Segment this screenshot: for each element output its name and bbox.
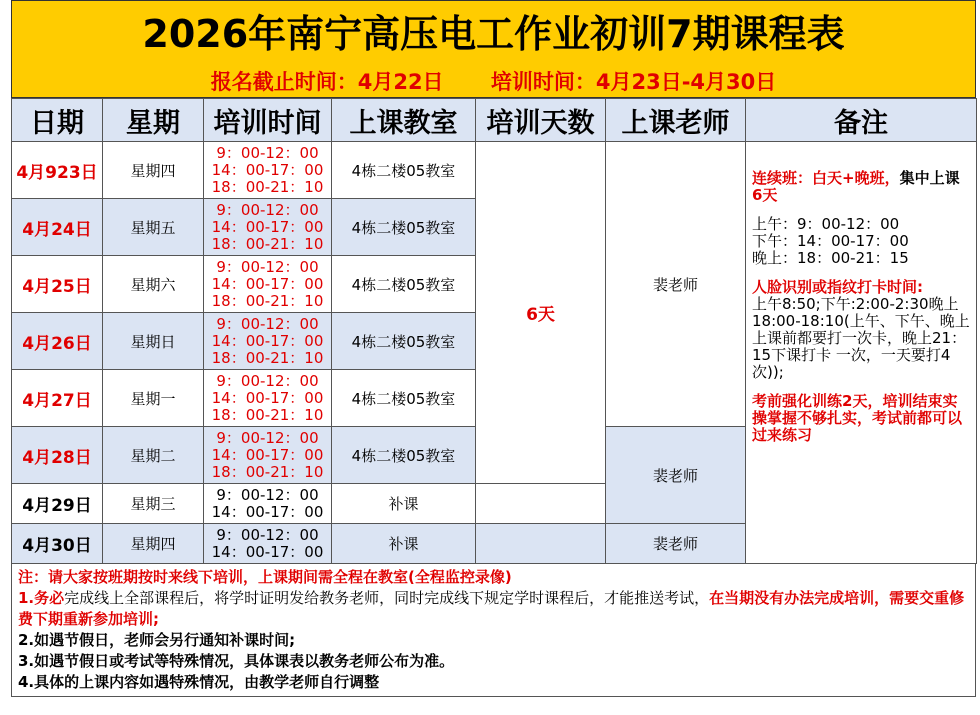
- note-main: 注：请大家按班期按时来线下培训，上课期间需全程在教室(全程监控录像): [18, 568, 512, 586]
- room-cell: 补课: [332, 524, 476, 564]
- remark-days: 6天: [752, 186, 778, 204]
- time-morning: 9：00-12：00: [216, 143, 319, 162]
- weekday-cell: 星期日: [103, 313, 204, 370]
- time-afternoon: 14：00-17：00: [211, 160, 324, 179]
- time-evening: 18：00-21：10: [211, 177, 324, 196]
- time-morning: 9：00-12：00: [216, 257, 319, 276]
- time-afternoon: 14：00-17：00: [211, 542, 324, 561]
- time-morning: 9：00-12：00: [216, 485, 319, 504]
- teacher-cell: 裴老师: [606, 524, 746, 564]
- header-time: 培训时间: [204, 99, 332, 142]
- remark-exam-practice: 考前强化训练2天，培训结束实操掌握不够扎实，考试前都可以过来练习: [752, 392, 963, 444]
- date-cell: 4月923日: [12, 142, 103, 199]
- training-period: 培训时间：4月23日-4月30日: [490, 70, 777, 94]
- room-cell: 4栋二楼05教室: [332, 370, 476, 427]
- header-teacher: 上课老师: [606, 99, 746, 142]
- table-header-row: [12, 99, 977, 142]
- time-evening: 18：00-21：10: [211, 462, 324, 481]
- time-cell: [204, 199, 332, 256]
- time-cell: [204, 370, 332, 427]
- schedule-table: [11, 98, 977, 564]
- room-cell: 4栋二楼05教室: [332, 142, 476, 199]
- date-cell: 4月27日: [12, 370, 103, 427]
- remark-checkin-body: 上午8:50;下午:2:00-2:30晚上18:00-18:10(上午、下午、晚上上课前都要打一次卡，晚上21：15下课打卡 一次，一天要打4次));: [752, 295, 970, 381]
- date-cell: 4月29日: [12, 484, 103, 524]
- empty-cell: [476, 484, 606, 524]
- time-evening: 18：00-21：10: [211, 405, 324, 424]
- time-cell: [204, 313, 332, 370]
- room-cell: 4栋二楼05教室: [332, 313, 476, 370]
- training-days-cell: 6天: [476, 142, 606, 484]
- remark-afternoon: 下午：14：00-17：00: [752, 232, 909, 250]
- empty-cell: [476, 524, 606, 564]
- date-cell: 4月24日: [12, 199, 103, 256]
- room-cell: 4栋二楼05教室: [332, 256, 476, 313]
- header-remarks: 备注: [746, 99, 977, 142]
- weekday-cell: 星期二: [103, 427, 204, 484]
- remark-morning: 上午：9：00-12：00: [752, 215, 900, 233]
- time-afternoon: 14：00-17：00: [211, 217, 324, 236]
- weekday-cell: 星期四: [103, 142, 204, 199]
- time-morning: 9：00-12：00: [216, 371, 319, 390]
- subtitle: [11, 67, 976, 98]
- note-3: 3.如遇节假日或考试等特殊情况，具体课表以教务老师公布为准。: [18, 652, 455, 670]
- weekday-cell: 星期一: [103, 370, 204, 427]
- weekday-cell: 星期六: [103, 256, 204, 313]
- schedule-sheet: [11, 0, 976, 697]
- room-cell: 4栋二楼05教室: [332, 199, 476, 256]
- time-evening: 18：00-21：10: [211, 234, 324, 253]
- note-2: 2.如遇节假日，老师会另行通知补课时间;: [18, 631, 296, 649]
- time-afternoon: 14：00-17：00: [211, 331, 324, 350]
- table-row: [12, 142, 977, 199]
- note-1-body: 完成线上全部课程后，将学时证明发给教务老师，同时完成线下规定学时课程后，才能推送考试，: [64, 589, 710, 607]
- remark-continuous: 连续班：白天+晚班，: [752, 169, 900, 187]
- room-cell: 4栋二楼05教室: [332, 427, 476, 484]
- remark-checkin-title: 人脸识别或指纹打卡时间:: [752, 278, 923, 296]
- time-cell: [204, 142, 332, 199]
- weekday-cell: 星期四: [103, 524, 204, 564]
- date-cell: 4月30日: [12, 524, 103, 564]
- header-date: 日期: [12, 99, 103, 142]
- time-cell: [204, 484, 332, 524]
- note-1-prefix: 1.务必: [18, 589, 65, 607]
- note-4: 4.具体的上课内容如遇特殊情况，由教学老师自行调整: [18, 673, 380, 691]
- weekday-cell: 星期五: [103, 199, 204, 256]
- weekday-cell: 星期三: [103, 484, 204, 524]
- registration-deadline: 报名截止时间：4月22日: [210, 70, 444, 94]
- time-morning: 9：00-12：00: [216, 525, 319, 544]
- time-afternoon: 14：00-17：00: [211, 388, 324, 407]
- teacher-cell: 裴老师: [606, 142, 746, 427]
- time-morning: 9：00-12：00: [216, 428, 319, 447]
- time-cell: [204, 524, 332, 564]
- date-cell: 4月25日: [12, 256, 103, 313]
- time-cell: [204, 427, 332, 484]
- time-morning: 9：00-12：00: [216, 200, 319, 219]
- time-morning: 9：00-12：00: [216, 314, 319, 333]
- header-weekday: 星期: [103, 99, 204, 142]
- date-cell: 4月26日: [12, 313, 103, 370]
- teacher-cell: 裴老师: [606, 427, 746, 524]
- remark-evening: 晚上：18：00-21：15: [752, 249, 909, 267]
- time-afternoon: 14：00-17：00: [211, 274, 324, 293]
- date-cell: 4月28日: [12, 427, 103, 484]
- header-days: 培训天数: [476, 99, 606, 142]
- time-evening: 18：00-21：10: [211, 348, 324, 367]
- notes-section: [11, 564, 976, 697]
- note-1: [18, 588, 969, 630]
- page-title: 2026年南宁高压电工作业初训7期课程表: [11, 0, 976, 67]
- remark-focus: 集中上课: [899, 169, 960, 187]
- room-cell: 补课: [332, 484, 476, 524]
- time-afternoon: 14：00-17：00: [211, 502, 324, 521]
- note-1-warning: 在当期没有办法完成培训，需要交重修费下期重新参加培训;: [18, 589, 965, 628]
- time-evening: 18：00-21：10: [211, 291, 324, 310]
- header-room: 上课教室: [332, 99, 476, 142]
- time-cell: [204, 256, 332, 313]
- time-afternoon: 14：00-17：00: [211, 445, 324, 464]
- remarks-cell: [746, 142, 977, 564]
